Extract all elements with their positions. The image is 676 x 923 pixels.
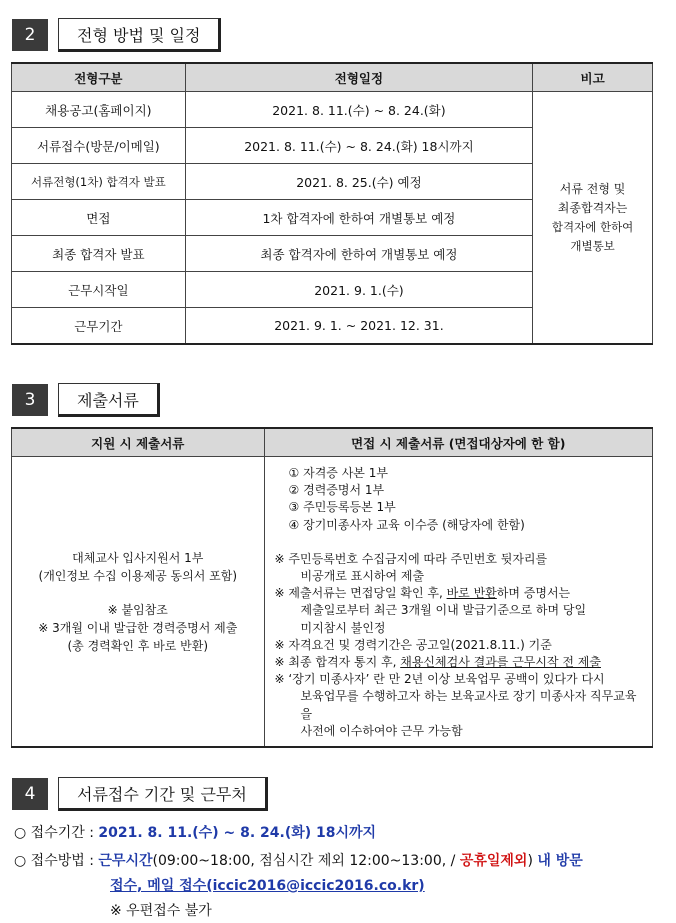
- note-line: ※ ‘장기 미종사자’ 란 만 2년 이상 보육업무 공백이 있다가 다시: [274, 672, 605, 687]
- remark-line: 서류 전형 및: [559, 181, 626, 196]
- section-number: 4: [12, 778, 48, 810]
- method-label: ○ 접수방법 :: [14, 853, 94, 869]
- section-title: 전형 방법 및 일정: [58, 18, 221, 52]
- remark-line: 합격자에 한하여: [551, 219, 634, 234]
- note-line: 제출일로부터 최근 3개월 이내 발급기준으로 하며 당일: [300, 603, 587, 618]
- section-title: 제출서류: [58, 383, 160, 417]
- list-item: ② 경력증명서 1부: [288, 483, 385, 498]
- remark-cell: [533, 92, 653, 345]
- section-number: 2: [12, 19, 48, 51]
- postal-note: ※ 우편접수 불가: [110, 903, 212, 919]
- list-item: ④ 장기미종사자 교육 이수증 (해당자에 한함): [288, 517, 525, 532]
- method-line-2: [110, 875, 425, 895]
- period-line: [14, 822, 376, 842]
- date-cell: 2021. 8. 25.(수) 예정: [185, 164, 532, 200]
- col-header: 면접 시 제출서류 (면접대상자에 한 함): [264, 428, 652, 457]
- date-cell: 2021. 9. 1.(수): [185, 272, 532, 308]
- section-number: 3: [12, 384, 48, 416]
- note-line: 미지참시 불인정: [300, 620, 386, 635]
- email-link[interactable]: 접수, 메일 접수(iccic2016@iccic2016.co.kr): [110, 878, 425, 894]
- col-header: 지원 시 제출서류: [12, 428, 265, 457]
- section-4-header: [12, 777, 268, 811]
- doc-line: ※ 3개월 이내 발급한 경력증명서 제출: [38, 620, 238, 635]
- doc-line: (총 경력확인 후 바로 반환): [67, 638, 209, 653]
- remark-line: 최종합격자는: [557, 200, 628, 215]
- list-item: ③ 주민등록등본 1부: [288, 500, 396, 515]
- stage-cell: 채용공고(홈페이지): [12, 92, 186, 128]
- date-cell: 최종 합격자에 한하여 개별통보 예정: [185, 236, 532, 272]
- note-line: 비공개로 표시하여 제출: [300, 569, 425, 584]
- note-line: ※ 제출서류는 면접당일 확인 후, 바로 반환하며 증명서는: [274, 586, 571, 601]
- period-value: 2021. 8. 11.(수) ~ 8. 24.(화) 18시까지: [98, 825, 377, 841]
- list-item: ① 자격증 사본 1부: [288, 466, 388, 480]
- col-header: 전형구분: [12, 63, 186, 92]
- interview-docs-cell: [264, 457, 652, 748]
- col-header: 전형일정: [185, 63, 532, 92]
- date-cell: 1차 합격자에 한하여 개별통보 예정: [185, 200, 532, 236]
- application-docs-cell: [12, 457, 265, 748]
- doc-line: ※ 붙임참조: [107, 602, 168, 617]
- doc-line: (개인정보 수집 이용제공 동의서 포함): [38, 568, 238, 583]
- note-line: ※ 자격요건 및 경력기간은 공고일(2021.8.11.) 기준: [274, 637, 552, 652]
- doc-line: 대체교사 입사지원서 1부: [72, 550, 204, 565]
- remark-line: 개별통보: [570, 238, 615, 253]
- documents-table: [11, 427, 653, 748]
- stage-cell: 근무시작일: [12, 272, 186, 308]
- schedule-table: [11, 62, 653, 345]
- date-cell: 2021. 8. 11.(수) ~ 8. 24.(화): [185, 92, 532, 128]
- note-line: 사전에 이수하여야 근무 가능함: [300, 723, 463, 738]
- section-title: 서류접수 기간 및 근무처: [58, 777, 268, 811]
- stage-cell: 서류접수(방문/이메일): [12, 128, 186, 164]
- stage-cell: 면접: [12, 200, 186, 236]
- method-line: ○ 접수방법 : 근무시간(09:00~18:00, 점심시간 제외 12:00~13:00, / 공휴일제외) 내 방문: [14, 853, 583, 869]
- period-label: ○ 접수기간 :: [14, 825, 94, 841]
- note-line: 보육업무를 수행하고자 하는 보육교사로 장기 미종사자 직무교육을: [300, 689, 637, 721]
- date-cell: 2021. 9. 1. ~ 2021. 12. 31.: [185, 308, 532, 345]
- stage-cell: 근무기간: [12, 308, 186, 345]
- note-line: ※ 최종 합격자 통지 후, 채용신체검사 결과를 근무시작 전 제출: [274, 655, 601, 670]
- table-row: [12, 92, 653, 128]
- stage-cell: 서류전형(1차) 합격자 발표: [12, 164, 186, 200]
- section-3-header: [12, 383, 160, 417]
- stage-cell: 최종 합격자 발표: [12, 236, 186, 272]
- col-header: 비고: [533, 63, 653, 92]
- note-line: ※ 주민등록번호 수집금지에 따라 주민번호 뒷자리를: [274, 551, 548, 566]
- section-2-header: [12, 18, 221, 52]
- date-cell: 2021. 8. 11.(수) ~ 8. 24.(화) 18시까지: [185, 128, 532, 164]
